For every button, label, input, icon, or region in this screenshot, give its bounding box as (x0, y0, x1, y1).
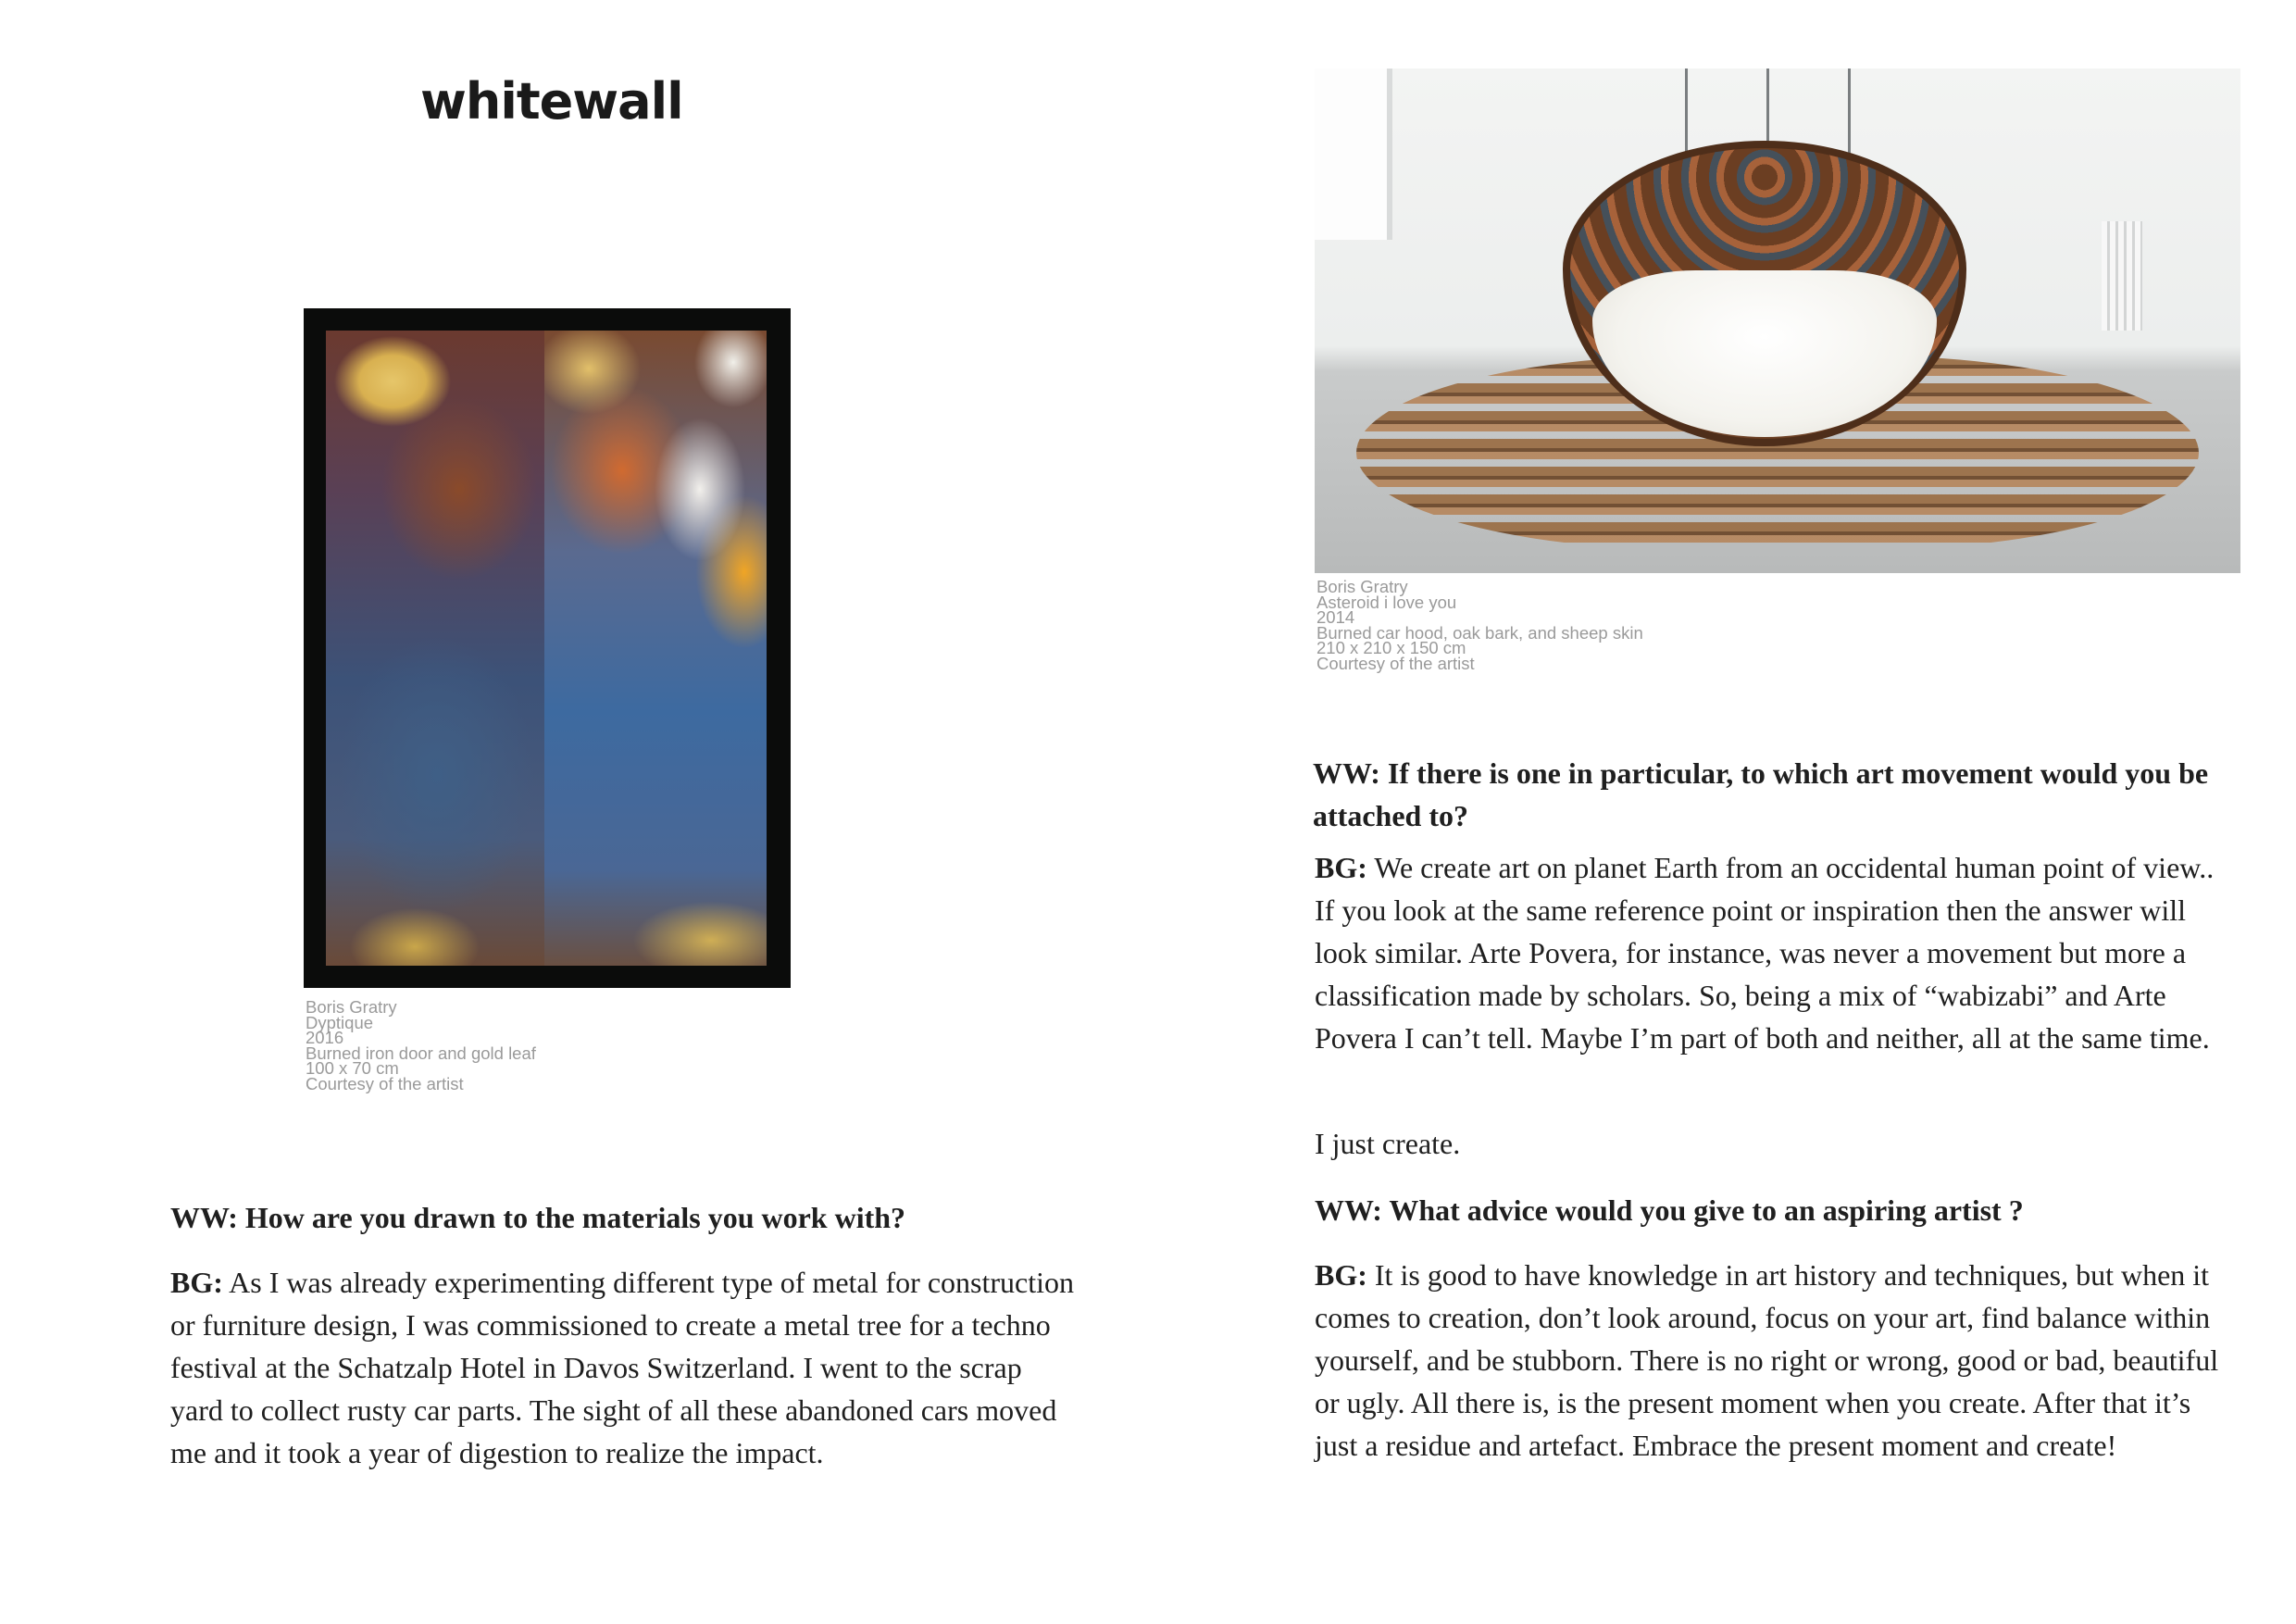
answer-text: As I was already experimenting different type of metal for construction or furniture design, I was commissioned to create a metal tree for a techno festival at the Schatzalp Hotel in Davos Switzerland. I went to the scrap yard to collect rusty car parts. The sight of all these abandoned cars moved me and it took a year of digestion to realize the impact. (170, 1266, 1074, 1469)
answer-text: It is good to have knowledge in art history and techniques, but when it comes to creation, don’t look around, focus on your art, find balance within yourself, and be stubborn. There is no right or wrong, good or bad, beautiful or ugly. All there is, is the present moment when you create. After that it’s just a residue and artefact. Embrace the present moment and create! (1315, 1258, 2219, 1462)
answer-speaker: BG: (1315, 851, 1367, 884)
gallery-window (1315, 69, 1392, 240)
caption-year: 2016 (306, 1028, 344, 1047)
caption-materials: Burned iron door and gold leaf (306, 1043, 536, 1063)
answer-speaker: BG: (1315, 1258, 1367, 1292)
caption-credit: Courtesy of the artist (306, 1073, 464, 1093)
artwork-dyptique-caption (306, 997, 536, 1093)
answer-followup: I just create. (1315, 1127, 1461, 1160)
answer-advice (1315, 1254, 2240, 1467)
dyptique-left-panel (326, 331, 548, 966)
gallery-radiator (2102, 221, 2142, 331)
caption-year: 2014 (1316, 607, 1355, 627)
whitewall-logo: whitewall (420, 72, 683, 131)
artwork-dyptique-image (304, 308, 791, 988)
caption-artist: Boris Gratry (1316, 577, 1408, 596)
answer-speaker: BG: (170, 1266, 223, 1299)
answer-art-movement (1315, 846, 2240, 1059)
caption-materials: Burned car hood, oak bark, and sheep skin (1316, 622, 1643, 643)
answer-materials (170, 1261, 1078, 1474)
caption-dimensions: 210 x 210 x 150 cm (1316, 638, 1466, 657)
caption-dimensions: 100 x 70 cm (306, 1058, 399, 1078)
question-advice: WW: What advice would you give to an aspiring artist ? (1315, 1193, 2024, 1227)
question-art-movement: WW: If there is one in particular, to which art movement would you be attached to? (1313, 756, 2209, 832)
caption-artist: Boris Gratry (306, 997, 397, 1017)
caption-title: Asteroid i love you (1316, 592, 1457, 612)
caption-title: Dyptique (306, 1012, 374, 1032)
artwork-asteroid-image (1315, 69, 2240, 573)
dyptique-right-panel (544, 331, 767, 966)
caption-credit: Courtesy of the artist (1316, 653, 1475, 673)
answer-text: We create art on planet Earth from an occidental human point of view.. If you look at the same reference point or inspiration then the answer will look similar. Arte Povera, for instance, was never a movement but more a classification made by scholars. So, being a mix of “wabizabi” and Arte Povera I can’t tell. Maybe I’m part of both and neither, all at the same time. (1315, 851, 2215, 1055)
artwork-asteroid-caption (1316, 577, 1643, 673)
question-materials: WW: How are you drawn to the materials you work with? (170, 1201, 906, 1234)
